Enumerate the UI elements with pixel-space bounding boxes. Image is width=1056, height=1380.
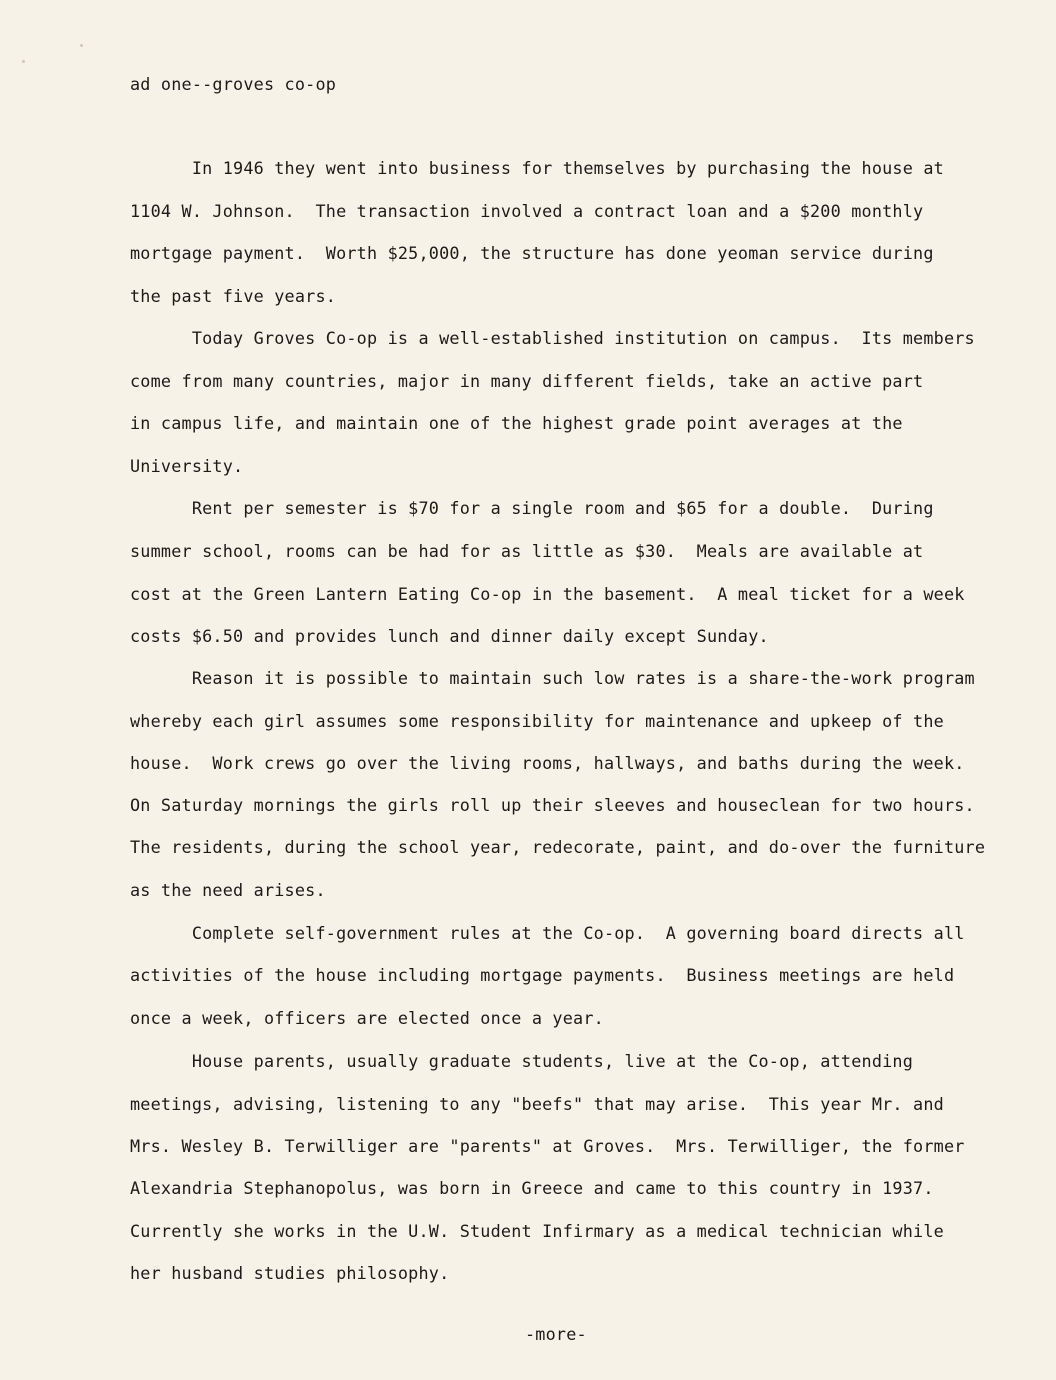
- text-line: activities of the house including mortgage payments. Business meetings are held: [130, 965, 955, 985]
- text-line: Mrs. Wesley B. Terwilliger are "parents" at Groves. Mrs. Terwilliger, the former: [130, 1136, 965, 1156]
- text-line: once a week, officers are elected once a year.: [130, 1008, 604, 1028]
- text-line: as the need arises.: [130, 880, 326, 900]
- text-line: summer school, rooms can be had for as little as $30. Meals are available at: [130, 541, 924, 561]
- text-line: Today Groves Co-op is a well-established institution on campus. Its members: [130, 328, 975, 348]
- text-line: meetings, advising, listening to any "beefs" that may arise. This year Mr. and: [130, 1094, 944, 1114]
- text-line: Rent per semester is $70 for a single room and $65 for a double. During: [130, 498, 934, 518]
- text-line: whereby each girl assumes some responsibility for maintenance and upkeep of the: [130, 711, 944, 731]
- text-line: 1104 W. Johnson. The transaction involved a contract loan and a $200 monthly: [130, 201, 924, 221]
- text-line: the past five years.: [130, 286, 337, 306]
- text-line: mortgage payment. Worth $25,000, the structure has done yeoman service during: [130, 243, 934, 263]
- text-line: In 1946 they went into business for themselves by purchasing the house at: [130, 158, 944, 178]
- text-line: Alexandria Stephanopolus, was born in Greece and came to this country in 1937.: [130, 1178, 934, 1198]
- more-marker: -more-: [525, 1324, 587, 1344]
- text-line: House parents, usually graduate students, live at the Co-op, attending: [130, 1051, 914, 1071]
- text-line: house. Work crews go over the living rooms, hallways, and baths during the week.: [130, 753, 965, 773]
- text-line: Complete self-government rules at the Co-op. A governing board directs all: [130, 923, 965, 943]
- text-line: On Saturday mornings the girls roll up their sleeves and houseclean for two hours.: [130, 795, 975, 815]
- text-line: Reason it is possible to maintain such low rates is a share-the-work program: [130, 668, 975, 688]
- text-line: costs $6.50 and provides lunch and dinner daily except Sunday.: [130, 626, 769, 646]
- text-line: her husband studies philosophy.: [130, 1263, 450, 1283]
- page-header: ad one--groves co-op: [130, 74, 337, 94]
- text-line: cost at the Green Lantern Eating Co-op in the basement. A meal ticket for a week: [130, 584, 965, 604]
- text-line: University.: [130, 456, 244, 476]
- text-line: in campus life, and maintain one of the highest grade point averages at the: [130, 413, 903, 433]
- text-line: come from many countries, major in many different fields, take an active part: [130, 371, 924, 391]
- paper-speck: [80, 44, 83, 47]
- text-line: The residents, during the school year, redecorate, paint, and do-over the furniture: [130, 837, 986, 857]
- text-line: Currently she works in the U.W. Student Infirmary as a medical technician while: [130, 1221, 944, 1241]
- paper-speck: [22, 60, 25, 63]
